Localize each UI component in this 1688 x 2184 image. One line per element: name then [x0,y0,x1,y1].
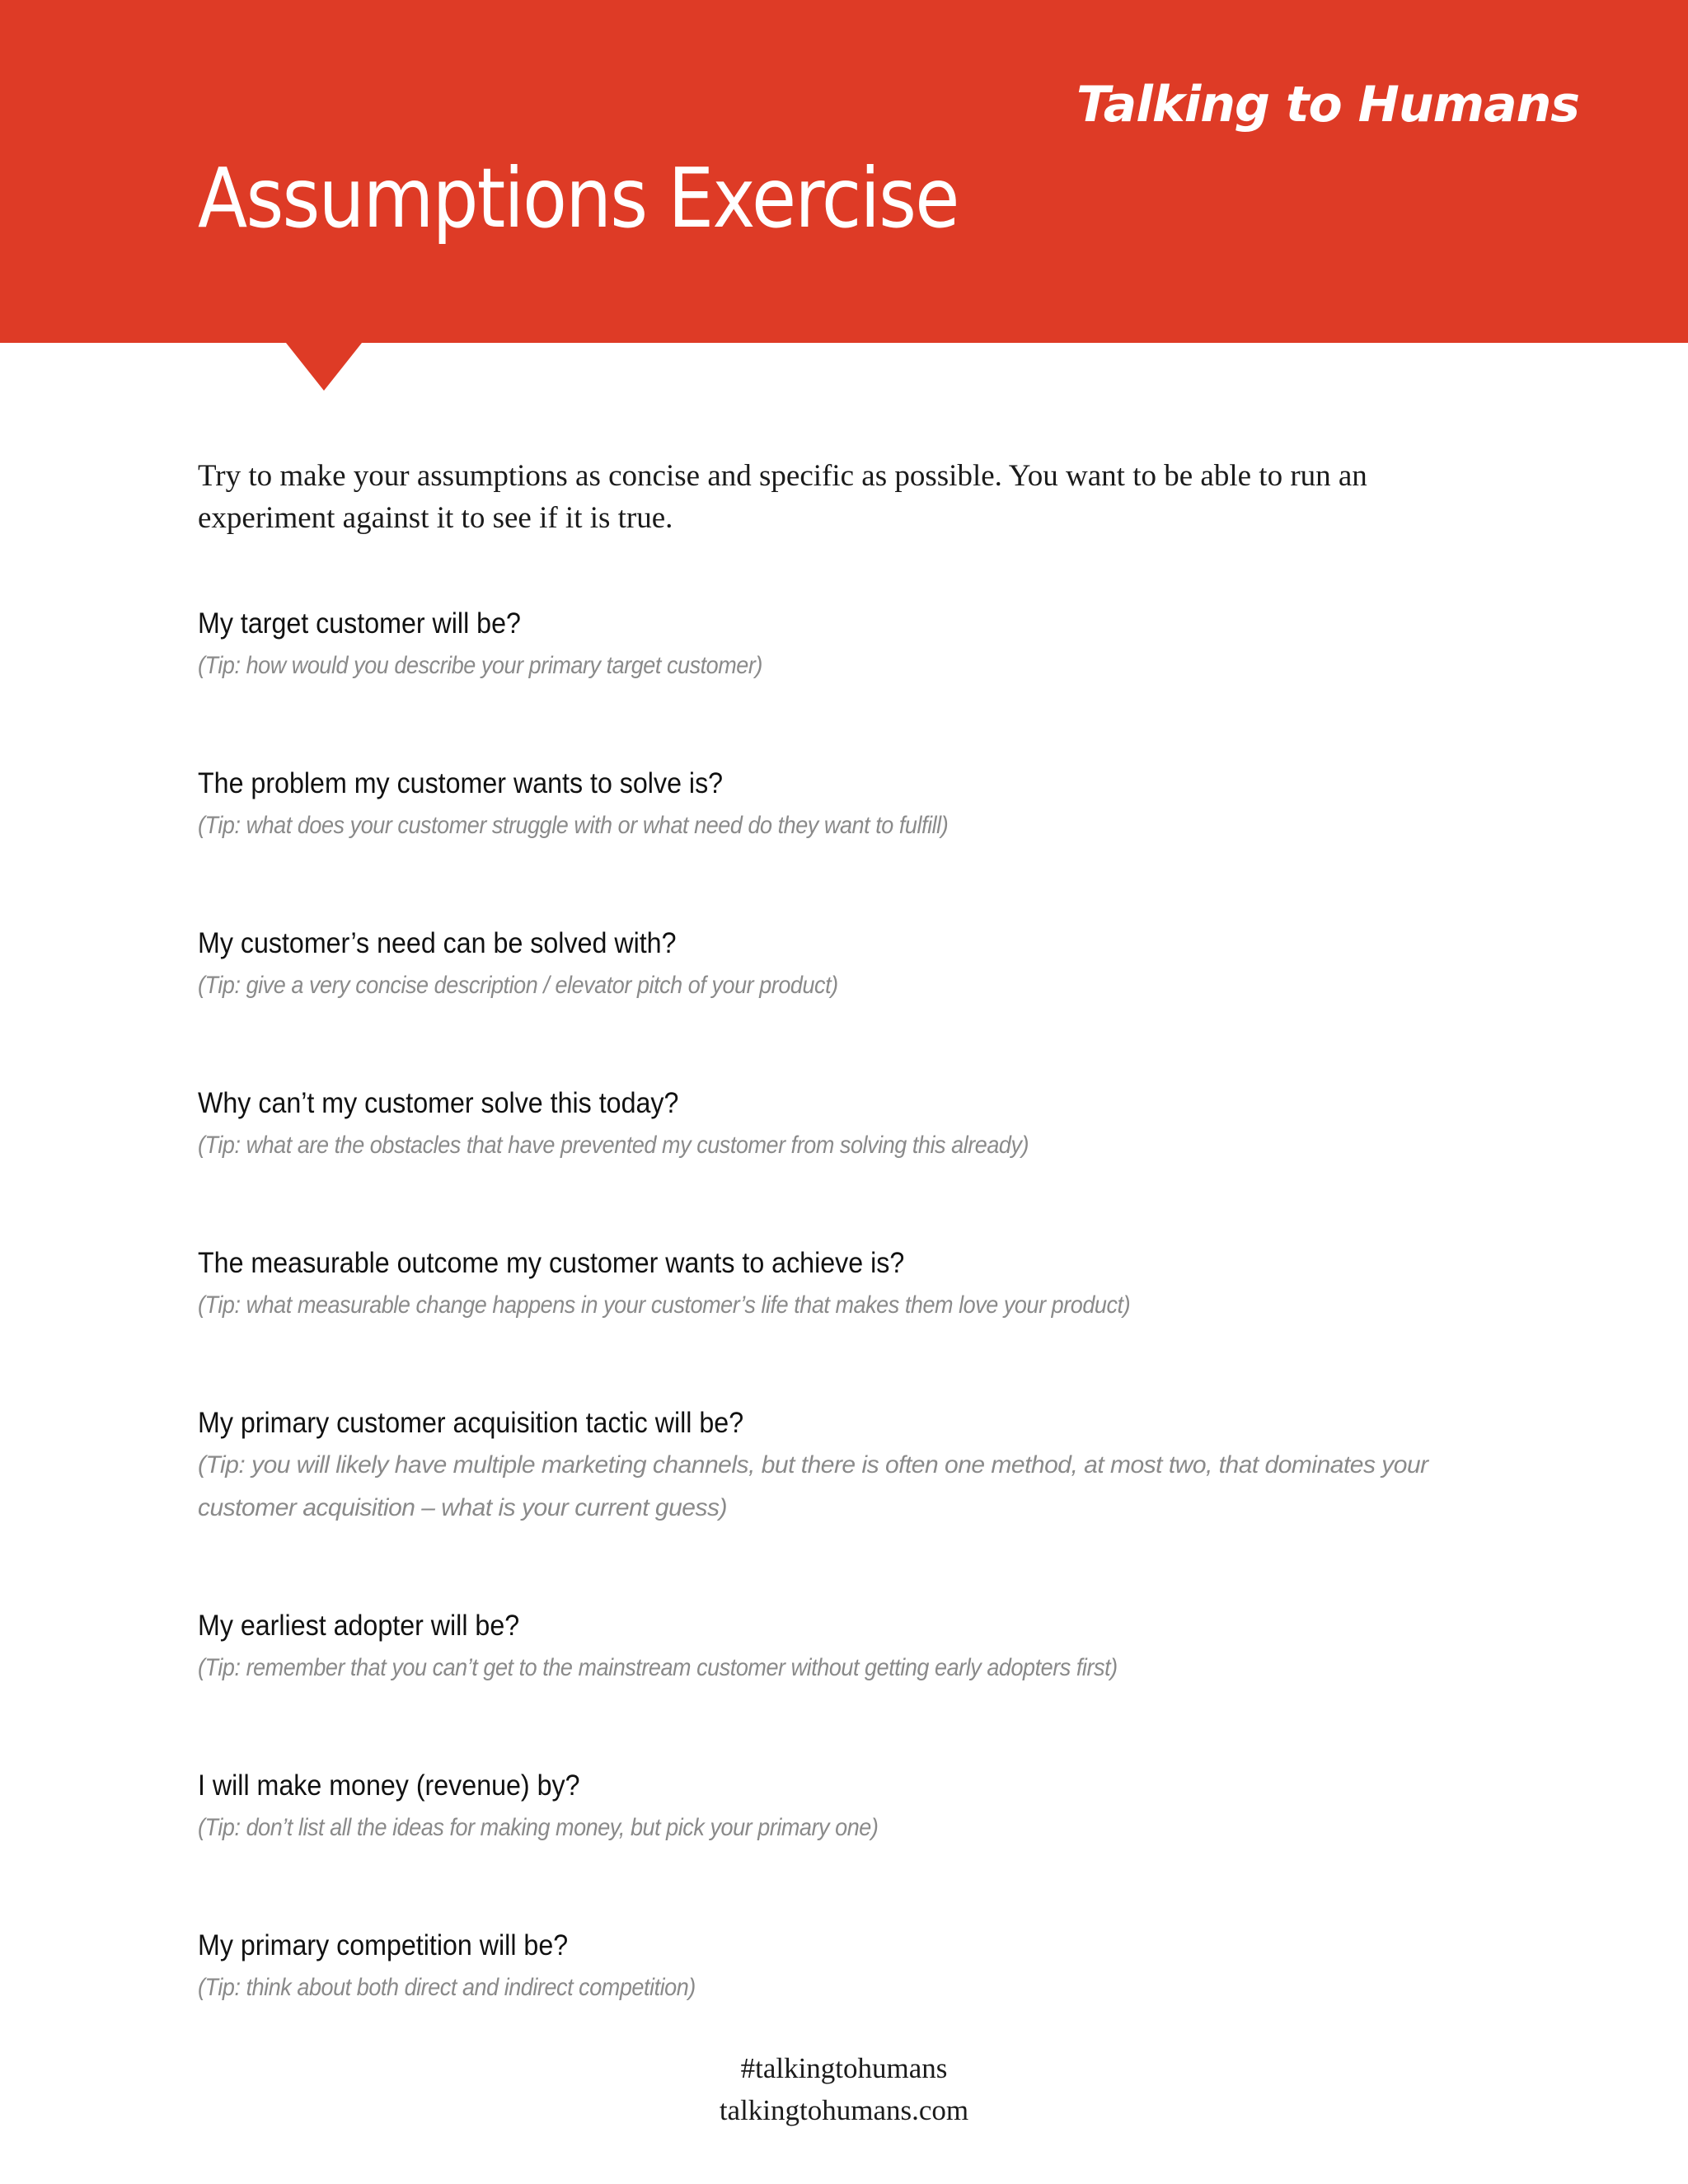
question-text: My customer’s need can be solved with? [198,927,677,959]
question-text: The measurable outcome my customer wants to achieve is? [198,1247,905,1279]
question-item [198,923,1517,1007]
question-tip: (Tip: what measurable change happens in your customer’s life that makes them love your product) [198,1291,1131,1319]
question-text: My primary customer acquisition tactic will be? [198,1407,744,1439]
question-item [198,1925,1517,2009]
question-item [198,1403,1517,1530]
header-pointer-shape [286,343,362,391]
page-title: Assumptions Exercise [198,150,959,246]
footer-hashtag: #talkingtohumans [740,2052,948,2084]
brand-title: Talking to Humans [1076,76,1579,134]
question-item [198,1083,1517,1167]
question-text: I will make money (revenue) by? [198,1769,580,1802]
question-text: Why can’t my customer solve this today? [198,1087,679,1119]
question-text: My target customer will be? [198,607,521,640]
question-item [198,603,1517,687]
questions-list [198,603,1517,2085]
question-tip: (Tip: don’t list all the ideas for making money, but pick your primary one) [198,1814,879,1841]
question-tip: (Tip: what does your customer struggle with or what need do they want to fulfill) [198,812,949,839]
intro-paragraph: Try to make your assumptions as concise and specific as possible. You want to be able to run an experiment against it to see if it is true. [198,459,1367,535]
question-item [198,1243,1517,1327]
question-tip: (Tip: you will likely have multiple marketing channels, but there is often one method, at most two, that dominates your customer acquisition – what is your current guess) [198,1451,1428,1521]
question-text: My primary competition will be? [198,1929,569,1961]
question-tip: (Tip: give a very concise description / elevator pitch of your product) [198,972,838,999]
footer [0,2047,1688,2131]
question-text: My earliest adopter will be? [198,1610,520,1642]
question-text: The problem my customer wants to solve is? [198,767,724,799]
footer-website-link[interactable]: talkingtohumans.com [719,2094,969,2126]
question-tip: (Tip: think about both direct and indirect competition) [198,1974,696,2001]
question-item [198,763,1517,847]
question-tip: (Tip: how would you describe your primary target customer) [198,652,762,679]
question-item [198,1605,1517,1690]
question-tip: (Tip: remember that you can’t get to the mainstream customer without getting early adopters first) [198,1654,1118,1681]
question-item [198,1765,1517,1849]
question-tip: (Tip: what are the obstacles that have prevented my customer from solving this already) [198,1132,1029,1159]
